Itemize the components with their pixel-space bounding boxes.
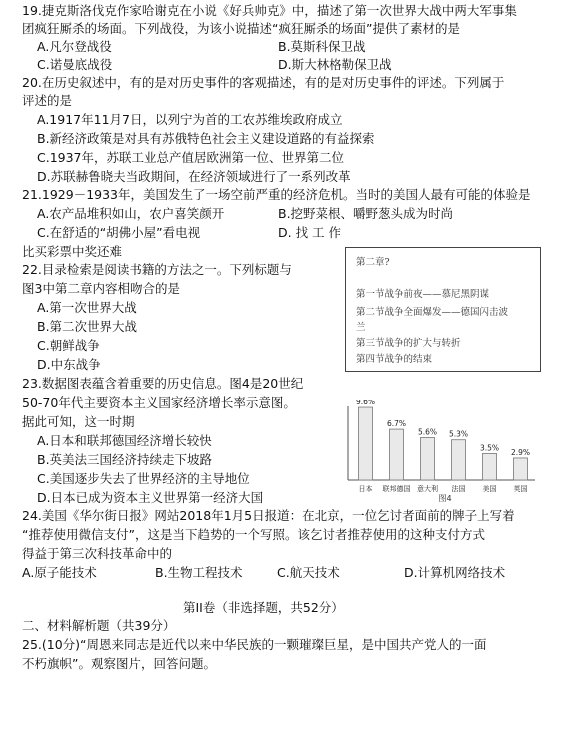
q23-option-a: A.日本和联邦德国经济增长较快 [37,433,212,448]
q25-stem-line1: 25.(10分)“周恩来同志是近代以来中华民族的一颗璀璨巨星，是中国共产党人的一面 [22,637,487,652]
q22-option-a: A.第一次世界大战 [37,300,137,315]
figure3-contents-box [345,247,541,372]
part-2-heading: 二、材料解析题（共39分） [22,618,176,633]
q23-stem-line3: 据此可知，这一时期 [22,414,135,429]
toc-line-4: 第四节战争的结束 [356,354,433,365]
bar-1 [390,429,404,480]
q24-stem-line2: “推荐使用微信支付”，这是当下趋势的一个写照。该乞讨者推荐使用的这种支付方式 [22,527,485,542]
bar-5 [514,458,528,480]
q21-option-d-continued: 比买彩票中奖还难 [22,244,123,259]
q22-option-c: C.朝鲜战争 [37,338,100,353]
figure4-growth-rate-chart [343,400,539,504]
chart-caption: 图4 [438,494,452,503]
toc-line-2: 第二节战争全面爆发——德国闪击波 [356,307,509,318]
toc-line-3: 第三节战争的扩大与转折 [356,338,461,349]
q20-stem-line2: 评述的是 [22,93,73,108]
category-label-4: 美国 [482,485,497,493]
q20-option-a: A.1917年11月7日，以列宁为首的工农苏维埃政府成立 [37,112,343,127]
q21-option-c: C.在舒适的“胡佛小屋”看电视 [37,225,201,240]
q23-option-c: C.美国逐步失去了世界经济的主导地位 [37,471,250,486]
bar-value-label-1: 6.7% [386,419,407,429]
toc-line-2-wrap: 兰 [356,322,366,333]
bar-value-label-4: 3.5% [479,443,500,453]
q22-stem-line2: 图3中第二章内容相吻合的是 [22,281,180,296]
q23-stem-line2: 50-70年代主要资本主义国家经济增长率示意图。 [22,395,296,410]
volume-2-heading: 第II卷（非选择题，共52分） [183,600,344,615]
q20-stem-line1: 20.在历史叙述中，有的是对历史事件的客观描述，有的是对历史事件的评述。下列属于 [22,75,505,90]
bar-2 [421,437,435,480]
q24-option-b: B.生物工程技术 [155,565,243,580]
q23-stem-line1: 23.数据图表蕴含着重要的历史信息。图4是20世纪 [22,376,304,391]
category-label-5: 英国 [513,485,528,493]
q21-option-b: B.挖野菜根、嚼野葱头成为时尚 [278,206,454,221]
q22-stem-line1: 22.目录检索是阅读书籍的方法之一。下列标题与 [22,262,292,277]
q20-option-d: D.苏联赫鲁晓夫当政期间，在经济领域进行了一系列改革 [37,169,351,184]
q24-option-c: C.航天技术 [277,565,340,580]
q21-option-a: A.农产品堆积如山，农户喜笑颜开 [37,206,225,221]
category-label-3: 法国 [451,485,466,493]
q21-option-d: D. 找 工 作 [278,225,342,240]
q19-option-a: A.凡尔登战役 [37,39,112,54]
bar-value-label-2: 5.6% [417,427,438,437]
bar-value-label-5: 2.9% [510,447,531,457]
q24-stem-line3: 得益于第三次科技革命中的 [22,546,173,561]
q19-option-c: C.诺曼底战役 [37,57,113,72]
q22-option-b: B.第二次世界大战 [37,319,138,334]
bar-4 [483,453,497,480]
bar-3 [452,440,466,480]
q24-option-a: A.原子能技术 [22,565,97,580]
category-label-1: 联邦德国 [382,485,411,493]
q24-option-d: D.计算机网络技术 [404,565,506,580]
toc-title: 第二章? [356,257,390,268]
bar-value-label-3: 5.3% [448,429,469,439]
q25-stem-line2: 不朽旗帜”。观察图片，回答问题。 [22,656,216,671]
toc-line-1: 第一节战争前夜——慕尼黑阴谋 [356,289,490,300]
q20-option-c: C.1937年，苏联工业总产值居欧洲第一位、世界第二位 [37,150,345,165]
bar-value-label-0: 9.6% [355,400,376,407]
q23-option-d: D.日本已成为资本主义世界第一经济大国 [37,490,264,505]
q24-stem-line1: 24.美国《华尔街日报》网站2018年1月5日报道：在北京，一位乞讨者面前的牌子上写着 [22,508,515,523]
category-label-2: 意大利 [417,485,438,493]
category-label-0: 日本 [358,485,373,493]
q19-option-d: D.斯大林格勒保卫战 [278,57,392,72]
q22-option-d: D.中东战争 [37,357,101,372]
q20-option-b: B.新经济政策是对具有苏俄特色社会主义建设道路的有益探索 [37,131,375,146]
q23-option-b: B.英美法三国经济持续走下坡路 [37,452,213,467]
q19-stem-line1: 19.捷克斯洛伐克作家哈谢克在小说《好兵帅克》中，描述了第一次世界大战中两大军事集 [22,3,517,18]
q21-stem-line1: 21.1929－1933年，美国发生了一场空前严重的经济危机。当时的美国人最有可能的体验是 [22,187,531,202]
q19-option-b: B.莫斯科保卫战 [278,39,366,54]
q19-stem-line2: 团疯狂厮杀的场面。下列战役，为该小说描述“疯狂厮杀的场面”提供了素材的是 [22,21,460,36]
bar-0 [359,407,373,480]
